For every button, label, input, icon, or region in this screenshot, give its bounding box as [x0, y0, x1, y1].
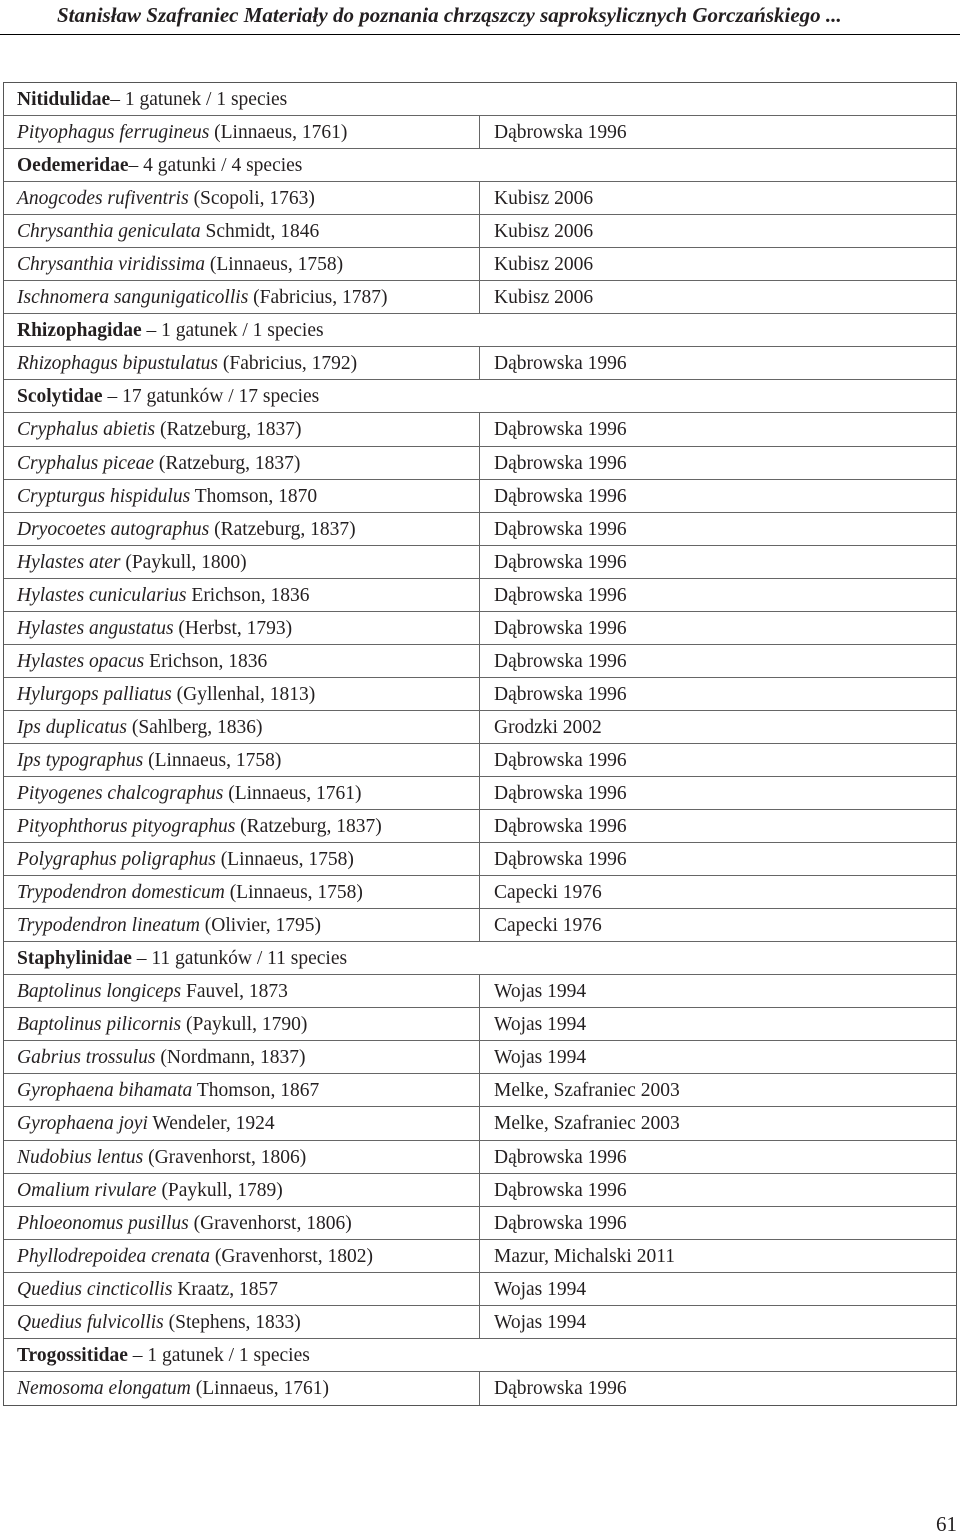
species-author: Wendeler, 1924 [147, 1113, 275, 1135]
species-cell [4, 1107, 480, 1139]
reference-cell: Dąbrowska 1996 [494, 849, 627, 871]
species-name: Quedius cincticollis [17, 1278, 173, 1300]
species-author: (Linnaeus, 1758) [224, 882, 363, 904]
species-name: Hylastes ater [17, 551, 121, 573]
reference-cell: Melke, Szafraniec 2003 [494, 1080, 680, 1102]
species-row [4, 1107, 956, 1140]
reference-cell: Dąbrowska 1996 [494, 518, 627, 540]
species-row [4, 447, 956, 480]
reference-cell: Dąbrowska 1996 [494, 650, 627, 672]
species-name: Pityophthorus pityographus [17, 816, 236, 838]
reference-cell: Dąbrowska 1996 [494, 1146, 627, 1168]
species-name: Dryocoetes autographus [17, 518, 210, 540]
family-name: Nitidulidae [17, 89, 111, 110]
species-author: (Stephens, 1833) [163, 1311, 301, 1333]
species-cell [4, 1008, 480, 1040]
species-cell [4, 480, 480, 512]
species-cell [4, 1372, 480, 1405]
species-row [4, 1174, 956, 1207]
species-author: (Ratzeburg, 1837) [154, 452, 301, 474]
reference-cell: Capecki 1976 [494, 882, 602, 904]
species-name: Gyrophaena joyi [17, 1113, 148, 1135]
reference-cell: Kubisz 2006 [494, 254, 594, 276]
species-cell [4, 579, 480, 611]
species-row [4, 1372, 956, 1405]
species-name: Crypturgus hispidulus [17, 485, 191, 507]
species-author: (Olivier, 1795) [199, 915, 321, 937]
species-row [4, 1008, 956, 1041]
reference-cell: Wojas 1994 [494, 981, 587, 1003]
species-cell [4, 645, 480, 677]
reference-cell: Grodzki 2002 [494, 716, 602, 738]
reference-cell: Dąbrowska 1996 [494, 551, 627, 573]
species-author: Thomson, 1870 [190, 485, 318, 507]
species-cell [4, 843, 480, 875]
reference-cell: Dąbrowska 1996 [494, 683, 627, 705]
reference-cell: Kubisz 2006 [494, 287, 594, 309]
species-author: (Linnaeus, 1758) [143, 749, 282, 771]
species-name: Omalium rivulare [17, 1179, 157, 1201]
species-row [4, 909, 956, 942]
species-row [4, 579, 956, 612]
species-row [4, 975, 956, 1008]
species-row [4, 347, 956, 380]
reference-cell: Wojas 1994 [494, 1014, 587, 1036]
species-name: Hylastes cunicularius [17, 584, 187, 606]
species-cell [4, 1074, 480, 1106]
family-row [4, 83, 956, 116]
species-row [4, 1273, 956, 1306]
species-row [4, 711, 956, 744]
family-cell [17, 380, 319, 413]
species-name: Cryphalus abietis [17, 419, 156, 441]
family-name: Oedemeridae [17, 155, 129, 177]
species-author: (Linnaeus, 1758) [204, 254, 344, 276]
species-row [4, 843, 956, 876]
species-author: Kraatz, 1857 [172, 1278, 279, 1300]
species-author: (Sahlberg, 1836) [126, 716, 263, 738]
species-author: Erichson, 1836 [144, 650, 268, 672]
species-name: Ischnomera sangunigaticollis [17, 287, 249, 309]
species-author: (Gyllenhal, 1813) [171, 683, 316, 705]
family-count: – 1 gatunek / 1 species [127, 1344, 310, 1366]
species-name: Anogcodes rufiventris [17, 188, 189, 210]
species-row [4, 1240, 956, 1273]
species-row [4, 513, 956, 546]
reference-cell: Wojas 1994 [494, 1278, 587, 1300]
species-row [4, 612, 956, 645]
species-author: (Ratzeburg, 1837) [235, 816, 382, 838]
species-name: Gyrophaena bihamata [17, 1080, 193, 1102]
reference-cell: Dąbrowska 1996 [494, 782, 627, 804]
species-author: (Scopoli, 1763) [188, 188, 315, 210]
species-cell [4, 1041, 480, 1073]
reference-cell: Melke, Szafraniec 2003 [494, 1113, 680, 1135]
species-author: (Paykull, 1790) [181, 1014, 308, 1036]
species-row [4, 876, 956, 909]
species-name: Pityogenes chalcographus [17, 782, 224, 804]
species-author: Fauvel, 1873 [181, 981, 288, 1003]
reference-cell: Dąbrowska 1996 [494, 485, 627, 507]
reference-cell: Mazur, Michalski 2011 [494, 1245, 676, 1267]
reference-cell: Dąbrowska 1996 [494, 452, 627, 474]
species-row [4, 116, 956, 149]
species-name: Hylurgops palliatus [17, 683, 172, 705]
species-row [4, 182, 956, 215]
species-author: Schmidt, 1846 [200, 221, 320, 243]
family-row [4, 1339, 956, 1372]
species-row [4, 480, 956, 513]
family-count: – 11 gatunków / 11 species [131, 948, 348, 970]
species-cell [4, 1306, 480, 1338]
species-author: (Linnaeus, 1761) [190, 1377, 329, 1399]
species-row [4, 248, 956, 281]
reference-cell: Kubisz 2006 [494, 221, 594, 243]
species-name: Nemosoma elongatum [17, 1377, 191, 1399]
species-author: (Gravenhorst, 1802) [209, 1245, 373, 1267]
species-row [4, 1041, 956, 1074]
family-name: Scolytidae [17, 386, 103, 408]
species-cell [4, 678, 480, 710]
running-header [0, 0, 960, 35]
species-name: Trypodendron lineatum [17, 915, 200, 937]
species-name: Phyllodrepoidea crenata [17, 1245, 210, 1267]
species-name: Nudobius lentus [17, 1146, 144, 1168]
species-cell [4, 909, 480, 941]
species-table [3, 82, 957, 1406]
reference-cell: Dąbrowska 1996 [494, 816, 627, 838]
family-row [4, 942, 956, 975]
family-name: Trogossitidae [17, 1344, 128, 1366]
species-cell [4, 347, 480, 379]
reference-cell: Dąbrowska 1996 [494, 1212, 627, 1234]
species-row [4, 546, 956, 579]
species-cell [4, 711, 480, 743]
species-name: Chrysanthia geniculata [17, 221, 201, 243]
species-cell [4, 975, 480, 1007]
reference-cell: Dąbrowska 1996 [494, 749, 627, 771]
species-name: Rhizophagus bipustulatus [17, 353, 218, 375]
reference-cell: Dąbrowska 1996 [494, 617, 627, 639]
species-row [4, 281, 956, 314]
reference-cell: Kubisz 2006 [494, 188, 594, 210]
species-cell [4, 1207, 480, 1239]
species-name: Ips duplicatus [17, 716, 127, 738]
species-cell [4, 281, 480, 313]
species-cell [4, 215, 480, 247]
reference-cell: Wojas 1994 [494, 1311, 587, 1333]
species-author: (Paykull, 1800) [120, 551, 247, 573]
species-name: Chrysanthia viridissima [17, 254, 205, 276]
reference-cell: Dąbrowska 1996 [494, 1179, 627, 1201]
family-cell [17, 314, 324, 347]
species-author: (Ratzeburg, 1837) [209, 518, 356, 540]
reference-cell: Dąbrowska 1996 [494, 1377, 627, 1399]
reference-cell: Wojas 1994 [494, 1047, 587, 1069]
species-row [4, 1141, 956, 1174]
species-cell [4, 777, 480, 809]
species-name: Polygraphus poligraphus [17, 849, 216, 871]
species-row [4, 413, 956, 446]
species-author: (Fabricius, 1787) [248, 287, 388, 309]
species-author: (Paykull, 1789) [156, 1179, 283, 1201]
species-cell [4, 1240, 480, 1272]
species-author: Erichson, 1836 [186, 584, 310, 606]
species-name: Quedius fulvicollis [17, 1311, 164, 1333]
family-count: – 1 gatunek / 1 species [141, 320, 324, 342]
species-author: (Herbst, 1793) [173, 617, 293, 639]
family-count: – 17 gatunków / 17 species [102, 386, 320, 408]
species-name: Cryphalus piceae [17, 452, 155, 474]
family-name: Rhizophagidae [17, 320, 142, 342]
reference-cell: Dąbrowska 1996 [494, 353, 627, 375]
family-count: – 1 gatunek / 1 species [110, 89, 288, 110]
species-name: Phloeonomus pusillus [17, 1212, 189, 1234]
species-cell [4, 1141, 480, 1173]
species-cell [4, 810, 480, 842]
family-name: Staphylinidae [17, 948, 132, 970]
species-row [4, 1306, 956, 1339]
species-cell [4, 248, 480, 280]
family-cell [17, 83, 287, 116]
species-row [4, 645, 956, 678]
species-name: Pityophagus ferrugineus [17, 122, 210, 144]
family-cell [17, 149, 302, 182]
species-name: Ips typographus [17, 749, 144, 771]
family-cell [17, 1339, 310, 1372]
species-cell [4, 513, 480, 545]
species-row [4, 777, 956, 810]
species-author: Thomson, 1867 [192, 1080, 320, 1102]
species-name: Baptolinus pilicornis [17, 1014, 182, 1036]
species-cell [4, 744, 480, 776]
species-author: (Linnaeus, 1761) [209, 122, 348, 144]
reference-cell: Dąbrowska 1996 [494, 122, 627, 144]
species-name: Baptolinus longiceps [17, 981, 182, 1003]
species-cell [4, 1174, 480, 1206]
species-cell [4, 413, 480, 445]
species-name: Hylastes angustatus [17, 617, 174, 639]
species-name: Trypodendron domesticum [17, 882, 225, 904]
species-cell [4, 182, 480, 214]
reference-cell: Dąbrowska 1996 [494, 584, 627, 606]
species-cell [4, 546, 480, 578]
species-row [4, 1074, 956, 1107]
species-row [4, 1207, 956, 1240]
species-row [4, 215, 956, 248]
family-count: – 4 gatunki / 4 species [128, 155, 303, 177]
page-number: 61 [936, 1512, 957, 1536]
species-cell [4, 1273, 480, 1305]
species-row [4, 810, 956, 843]
species-cell [4, 116, 480, 148]
species-row [4, 744, 956, 777]
species-author: (Gravenhorst, 1806) [188, 1212, 352, 1234]
family-row [4, 314, 956, 347]
reference-cell: Dąbrowska 1996 [494, 419, 627, 441]
species-author: (Fabricius, 1792) [217, 353, 358, 375]
species-author: (Linnaeus, 1758) [215, 849, 354, 871]
species-row [4, 678, 956, 711]
header-title: Stanisław Szafraniec Materiały do poznania chrząszczy saproksylicznych Gorczańskiego ... [57, 3, 842, 27]
family-cell [17, 942, 347, 975]
family-row [4, 380, 956, 413]
species-author: (Ratzeburg, 1837) [155, 419, 302, 441]
species-cell [4, 612, 480, 644]
species-name: Gabrius trossulus [17, 1047, 156, 1069]
species-author: (Nordmann, 1837) [155, 1047, 306, 1069]
species-name: Hylastes opacus [17, 650, 145, 672]
species-author: (Linnaeus, 1761) [223, 782, 362, 804]
reference-cell: Capecki 1976 [494, 915, 602, 937]
species-author: (Gravenhorst, 1806) [143, 1146, 307, 1168]
species-cell [4, 447, 480, 479]
family-row [4, 149, 956, 182]
species-cell [4, 876, 480, 908]
